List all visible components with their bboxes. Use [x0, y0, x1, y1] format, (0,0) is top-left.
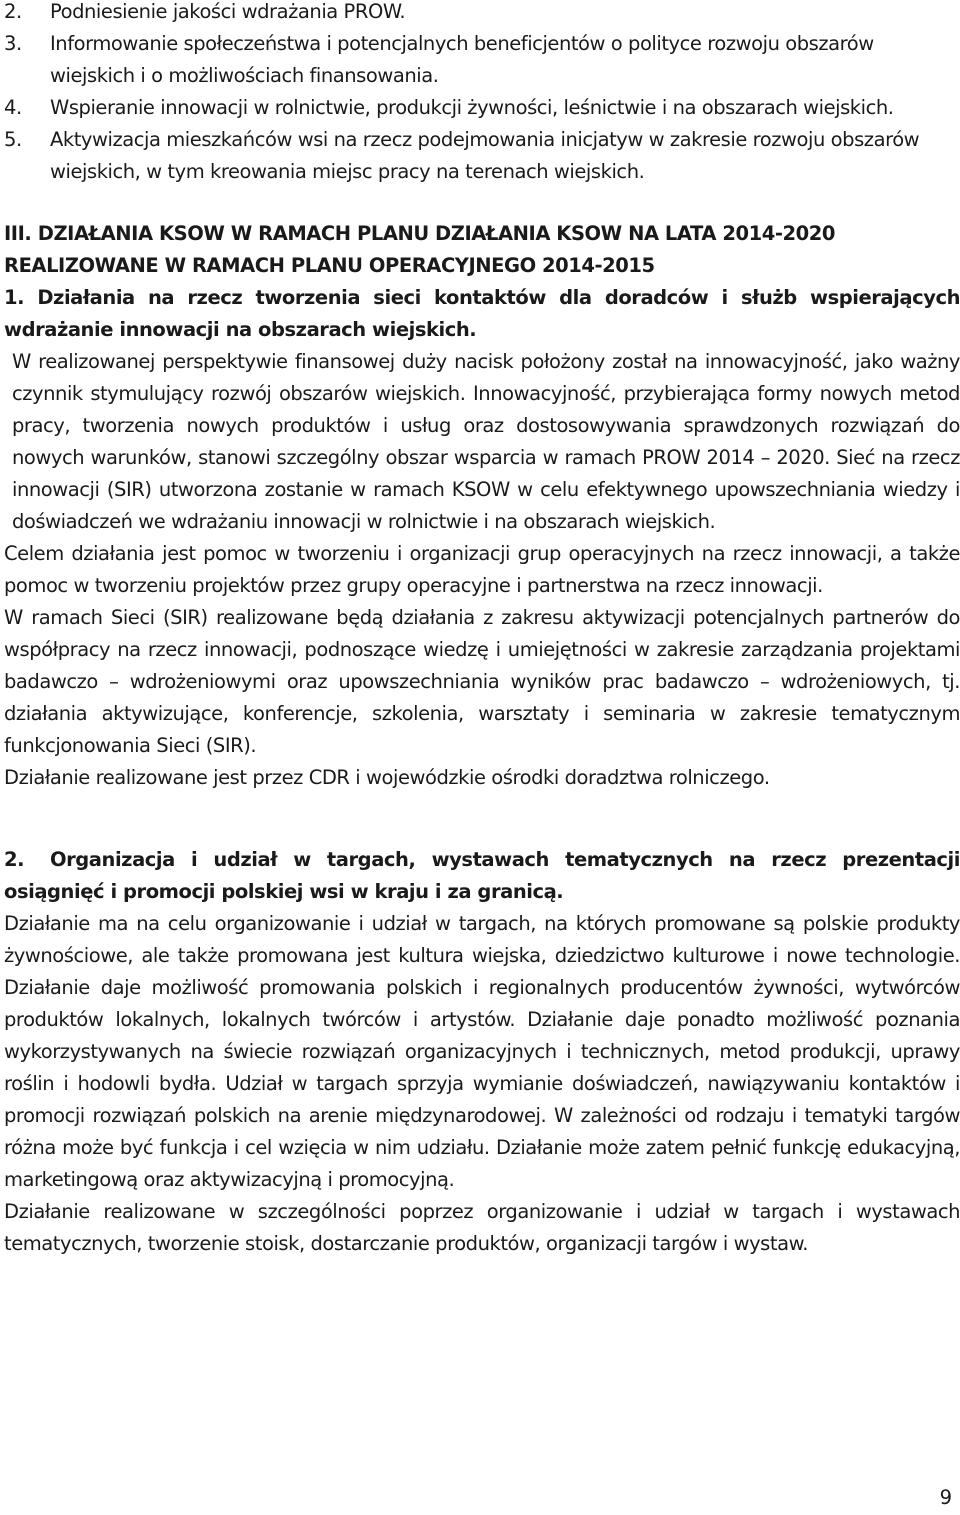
paragraph: Działanie ma na celu organizowanie i udział w targach, na których promowane są polskie produkty żywnościowe, ale także promowana jest kultura wiejska, dziedzictwo kulturowe i nowe technologie. Działanie daje możliwość promowania polskich i regionalnych producentów żywności, wytwórców produktów lokalnych, lokalnych twórców i artystów. Działanie daje ponadto możliwość poznania wykorzystywanych na świecie rozwiązań organizacyjnych i technicznych, metod produkcji, uprawy roślin i hodowli bydła. Udział w targach sprzyja wymianie doświadczeń, nawiązywaniu kontaktów i promocji rozwiązań polskich na arenie międzynarodowej. W zależności od rodzaju i tematyki targów różna może być funkcja i cel wzięcia w nim udziału. Działanie może zatem pełnić funkcję edukacyjną, marketingową oraz aktywizacyjną i promocyjną. [4, 912, 960, 1191]
list-item [4, 28, 960, 92]
section-heading: III. DZIAŁANIA KSOW W RAMACH PLANU DZIAŁANIA KSOW NA LATA 2014-2020 REALIZOWANE W RAMACH PLANU OPERACYJNEGO 2014-2015 [4, 222, 835, 277]
paragraph: Działanie realizowane jest przez CDR i wojewódzkie ośrodki doradztwa rolniczego. [4, 766, 770, 789]
subsection-title: Organizacja i udział w targach, wystawach tematycznych na rzecz prezentacji osiągnięć i promocji polskiej wsi w kraju i za granicą. [4, 848, 960, 903]
document-page [4, 0, 960, 1260]
list-number: 2. [4, 0, 22, 23]
list-text: Informowanie społeczeństwa i potencjalnych beneficjentów o polityce rozwoju obszarów wiejskich i o możliwościach finansowania. [50, 32, 874, 87]
page-number: 9 [939, 1486, 952, 1509]
list-item [4, 0, 960, 28]
subsection-number: 2. [4, 848, 25, 871]
paragraph: W ramach Sieci (SIR) realizowane będą działania z zakresu aktywizacji potencjalnych partnerów do współpracy na rzecz innowacji, podnoszące wiedzę i umiejętności w zakresie zarządzania projektami badawczo – wdrożeniowymi oraz upowszechniania wyników prac badawczo – wdrożeniowych, tj. działania aktywizujące, konferencje, szkolenia, warsztaty i seminaria w zakresie tematycznym funkcjonowania Sieci (SIR). [4, 606, 960, 757]
subsection-heading-1: 1. Działania na rzecz tworzenia sieci kontaktów dla doradców i służb wspierających wdrażanie innowacji na obszarach wiejskich. [4, 286, 960, 341]
list-text: Wspieranie innowacji w rolnictwie, produkcji żywności, leśnictwie i na obszarach wiejskich. [50, 96, 894, 119]
list-text: Podniesienie jakości wdrażania PROW. [50, 0, 406, 23]
list-text: Aktywizacja mieszkańców wsi na rzecz podejmowania inicjatyw w zakresie rozwoju obszarów wiejskich, w tym kreowania miejsc pracy na terenach wiejskich. [50, 128, 920, 183]
paragraph: W realizowanej perspektywie finansowej duży nacisk położony został na innowacyjność, jako ważny czynnik stymulujący rozwój obszarów wiejskich. Innowacyjność, przybierająca formy nowych metod pracy, tworzenia nowych produktów i usług oraz dostosowywania sprawdzonych rozwiązań do nowych warunków, stanowi szczególny obszar wsparcia w ramach PROW 2014 – 2020. Sieć na rzecz innowacji (SIR) utworzona zostanie w ramach KSOW w celu efektywnego upowszechniania wiedzy i doświadczeń we wdrażaniu innowacji w rolnictwie i na obszarach wiejskich. [12, 350, 960, 533]
list-item [4, 124, 960, 188]
list-item [4, 92, 960, 124]
intro-list [4, 0, 960, 188]
list-number: 5. [4, 128, 22, 151]
list-number: 3. [4, 32, 22, 55]
paragraph: Działanie realizowane w szczególności poprzez organizowanie i udział w targach i wystawach tematycznych, tworzenie stoisk, dostarczanie produktów, organizacji targów i wystaw. [4, 1200, 960, 1255]
subsection-heading-2 [4, 844, 960, 908]
paragraph: Celem działania jest pomoc w tworzeniu i organizacji grup operacyjnych na rzecz innowacji, a także pomoc w tworzeniu projektów przez grupy operacyjne i partnerstwa na rzecz innowacji. [4, 542, 960, 597]
list-number: 4. [4, 96, 22, 119]
